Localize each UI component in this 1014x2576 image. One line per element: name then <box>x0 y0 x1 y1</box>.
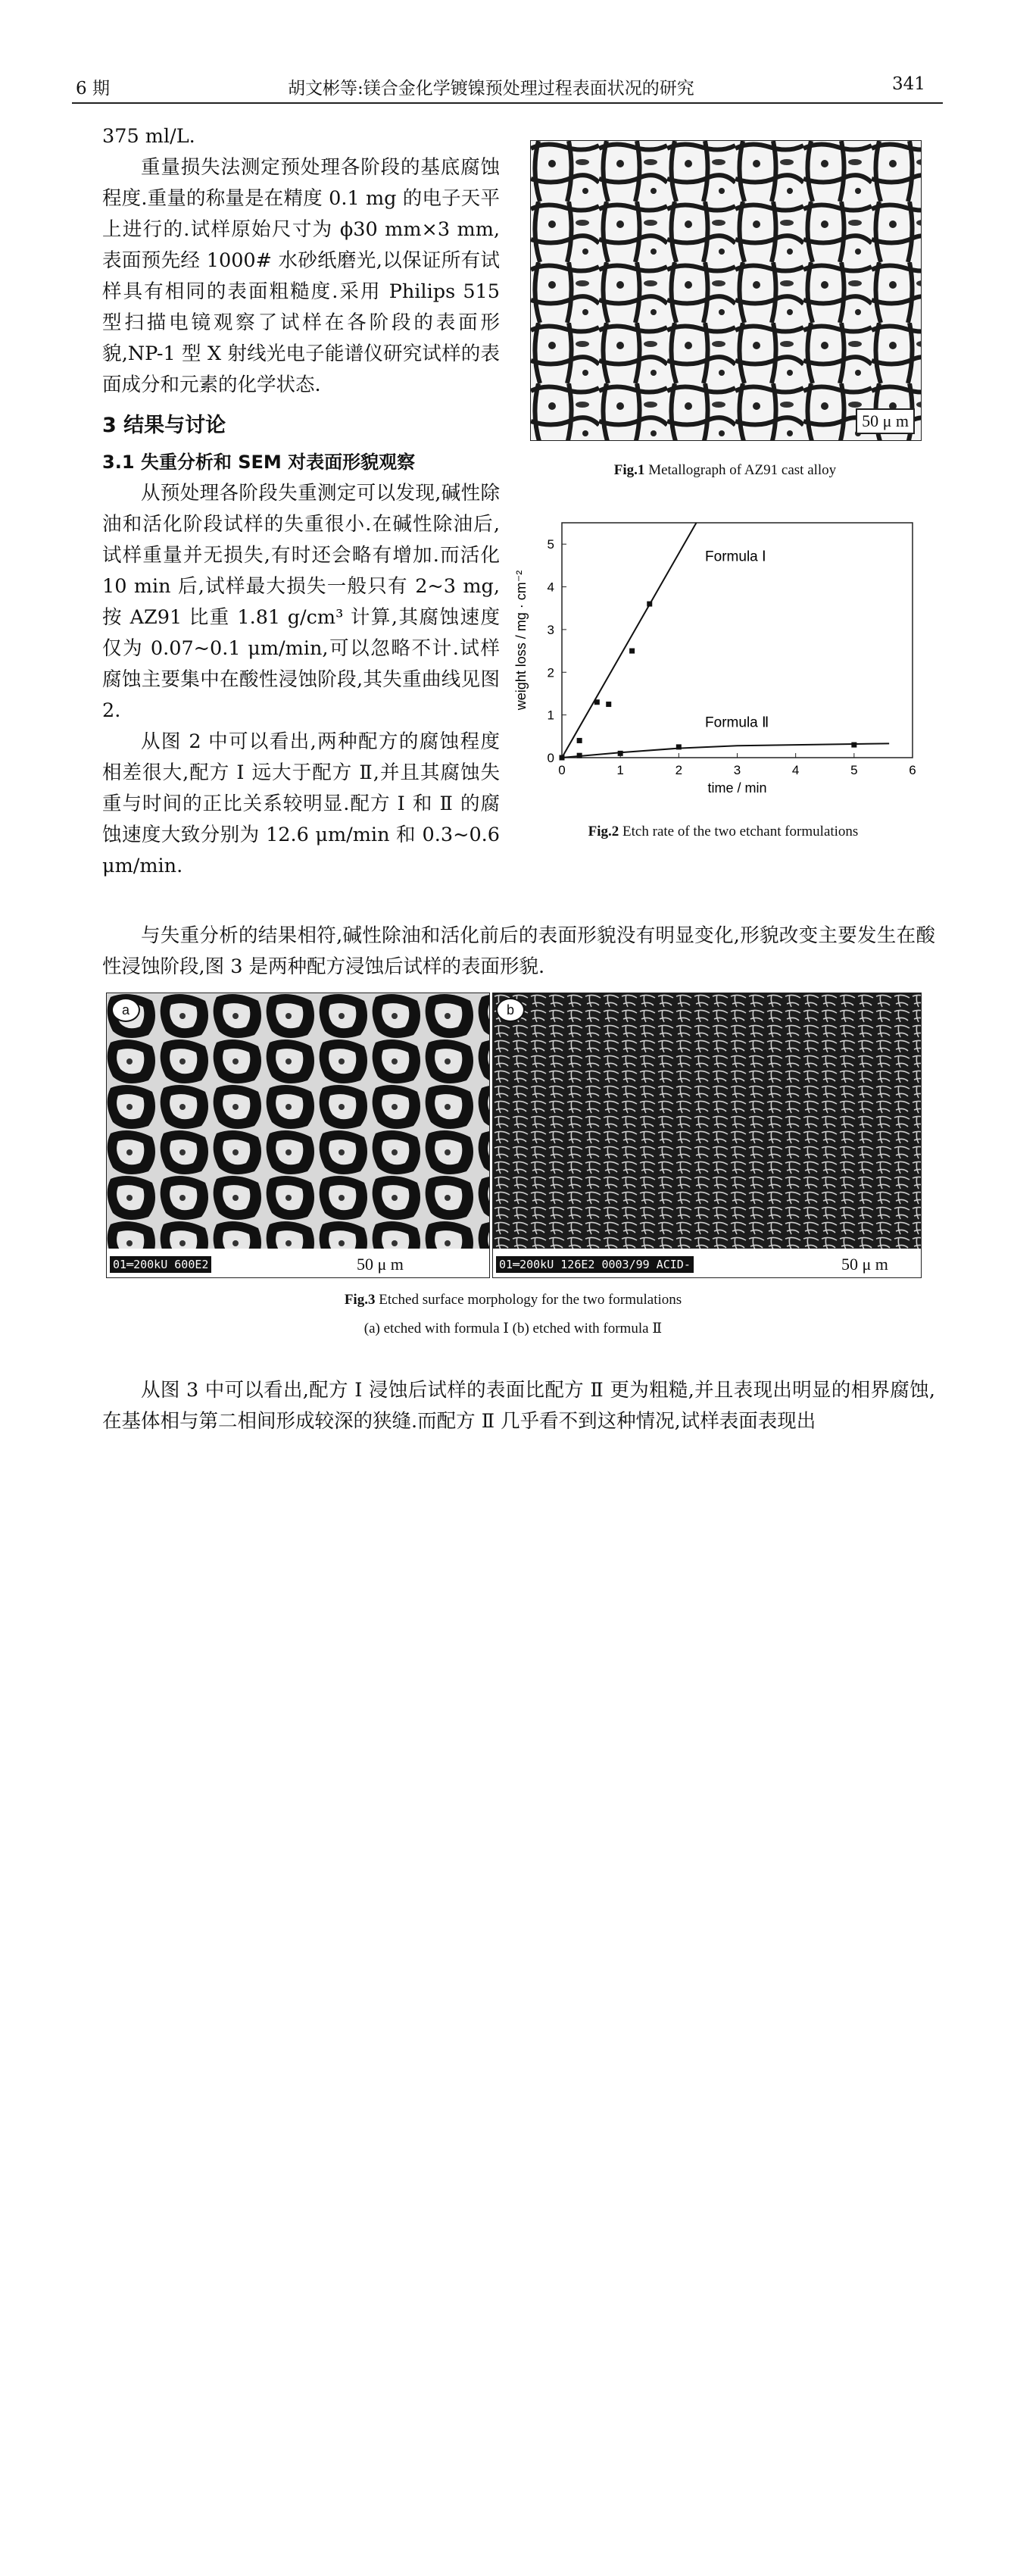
series-label-formula-1: Formula Ⅰ <box>705 549 766 565</box>
data-point <box>851 742 856 748</box>
y-tick-label: 3 <box>547 622 554 637</box>
data-point <box>560 755 565 761</box>
fig3-panel-a <box>106 993 490 1278</box>
y-tick-label: 1 <box>547 708 554 723</box>
fig3-subcaption: (a) etched with formula Ⅰ (b) etched with formula Ⅱ <box>363 1321 663 1336</box>
data-point <box>676 744 682 749</box>
paragraph: 与失重分析的结果相符,碱性除油和活化前后的表面形貌没有明显变化,形貌改变主要发生在酸性浸蚀阶段,图 3 是两种配方浸蚀后试样的表面形貌. <box>102 924 935 978</box>
x-tick-label: 0 <box>558 763 566 777</box>
x-tick-label: 6 <box>909 763 916 777</box>
data-point <box>594 699 600 705</box>
paragraph: 从图 2 中可以看出,两种配方的腐蚀程度相差很大,配方 Ⅰ 远大于配方 Ⅱ,并且其腐蚀失重与时间的正比关系较明显.配方 Ⅰ 和 Ⅱ 的腐蚀速度大致分别为 12.6 μm/min 和 0.3~0.6 μm/min. <box>102 730 500 877</box>
fig1-label: Fig.1 <box>613 462 645 478</box>
section-heading: 3 结果与讨论 <box>102 414 226 437</box>
x-tick-label: 3 <box>733 763 741 777</box>
fig3a-sem-image <box>107 993 489 1277</box>
bottom-text <box>102 1375 935 1437</box>
fig1-scale-bar: 50 μ m <box>856 408 915 434</box>
fig1-metallograph-image <box>531 141 921 440</box>
paragraph: 375 ml/L. <box>102 125 195 148</box>
header-issue: 6 期 <box>76 79 110 98</box>
fig3b-sem-info: 01═200kU 126E2 0003/99 ACID- <box>496 1256 694 1273</box>
y-tick-label: 4 <box>547 580 554 595</box>
fig1-micrograph <box>530 140 922 441</box>
x-axis-label: time / min <box>707 780 767 796</box>
data-point <box>577 738 582 743</box>
x-tick-label: 4 <box>791 763 800 777</box>
fig1-caption <box>530 462 920 479</box>
header-title: 胡文彬等:镁合金化学镀镍预处理过程表面状况的研究 <box>288 79 694 98</box>
fig3a-scale-bar: 50 μ m <box>357 1255 404 1274</box>
fig3b-info-bar <box>493 1249 921 1277</box>
fig1-caption-text: Metallograph of AZ91 cast alloy <box>648 462 837 478</box>
data-point <box>577 753 582 758</box>
series-line-2 <box>562 743 889 758</box>
left-column <box>102 121 500 882</box>
header-rule <box>72 102 943 104</box>
x-tick-label: 2 <box>675 763 683 777</box>
fig3b-panel-label: b <box>496 998 525 1022</box>
y-tick-label: 0 <box>547 751 554 765</box>
fig3-label: Fig.3 <box>344 1292 376 1308</box>
fig3b-scale-bar: 50 μ m <box>841 1255 888 1274</box>
header-page: 341 <box>892 74 925 94</box>
subsection-heading: 3.1 失重分析和 SEM 对表面形貌观察 <box>102 452 416 473</box>
fig2-label: Fig.2 <box>588 824 619 839</box>
fig2-caption <box>515 824 931 840</box>
paragraph: 重量损失法测定预处理各阶段的基底腐蚀程度.重量的称量是在精度 0.1 mg 的电子天平上进行的.试样原始尺寸为 ϕ30 mm×3 mm,表面预先经 1000# 水砂纸磨光,以保证所有试样具有相同的表面粗糙度.采用 Philips 515 型扫描电镜观察了试样在各阶段的表面形貌,NP-1 型 X 射线光电子能谱仪研究试样的表面成分和元素的化学状态. <box>102 156 500 396</box>
series-label-formula-2: Formula Ⅱ <box>705 714 769 731</box>
paragraph: 从预处理各阶段失重测定可以发现,碱性除油和活化阶段试样的失重很小.在碱性除油后,试样重量并无损失,有时还会略有增加.而活化 10 min 后,试样最大损失一般只有 2~3 mg,按 AZ91 比重 1.81 g/cm³ 计算,其腐蚀速度仅为 0.07~0.1 μm/min,可以忽略不计.试样腐蚀主要集中在酸性浸蚀阶段,其失重曲线见图 2. <box>102 482 500 722</box>
y-tick-label: 2 <box>547 665 554 680</box>
x-tick-label: 5 <box>850 763 858 777</box>
data-point <box>618 751 623 756</box>
data-point <box>629 649 635 654</box>
fig3b-sem-image <box>493 993 921 1277</box>
fig2-chart <box>500 508 939 807</box>
data-point <box>606 702 611 707</box>
x-tick-label: 1 <box>616 763 624 777</box>
fig3a-sem-info: 01═200kU 600E2 <box>110 1256 211 1273</box>
data-point <box>647 602 652 607</box>
fig2-caption-text: Etch rate of the two etchant formulations <box>622 824 859 839</box>
fig3-caption-text: Etched surface morphology for the two formulations <box>379 1292 682 1308</box>
y-tick-label: 5 <box>547 537 554 552</box>
fig3-caption <box>106 1292 920 1308</box>
full-width-text <box>102 921 935 983</box>
paragraph: 从图 3 中可以看出,配方 Ⅰ 浸蚀后试样的表面比配方 Ⅱ 更为粗糙,并且表现出明显的相界腐蚀,在基体相与第二相间形成较深的狭缝.而配方 Ⅱ 几乎看不到这种情况,试样表面表现出 <box>102 1379 935 1433</box>
y-axis-label: weight loss / mg · cm⁻² <box>513 570 529 711</box>
fig3-panel-b <box>492 993 922 1278</box>
fig3a-panel-label: a <box>111 998 140 1022</box>
series-line-1 <box>562 523 696 758</box>
fig3a-info-bar <box>107 1249 489 1277</box>
